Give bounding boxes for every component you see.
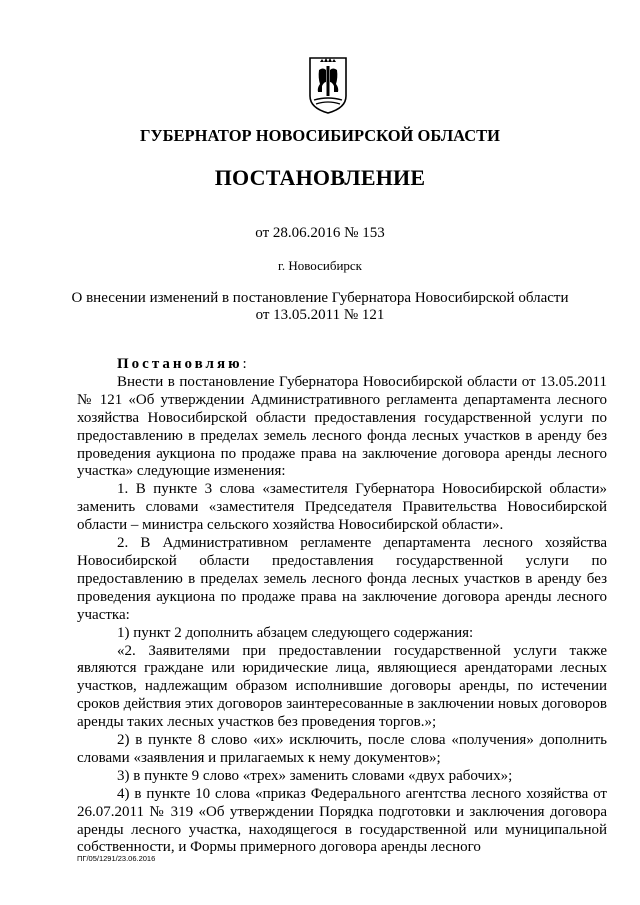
body-paragraph: Внести в постановление Губернатора Новосибирской области от 13.05.2011 № 121 «Об утверждении Административного регламента департамента лесного хозяйства Новосибирской области предоставления государственной услуги по предоставлению в пределах земель лесного фонда лесных участков в аренду без проведения аукциона по продаже права на заключение договора аренды лесного участка» следующие изменения: — [77, 373, 607, 480]
document-subject — [0, 290, 640, 324]
body-paragraph: 2. В Административном регламенте департамента лесного хозяйства Новосибирской области предоставления государственной услуги по предоставлению в пределах земель лесного фонда лесных участков в аренду без проведения аукциона по продаже права на заключение договора аренды лесного участка: — [77, 535, 607, 623]
body-paragraph: 2) в пункте 8 слово «их» исключить, после слова «получения» дополнить словами «заявления и прилагаемых к нему документов»; — [77, 732, 607, 766]
city-name: г. Новосибирск — [277, 258, 362, 273]
body-paragraph: 3) в пункте 9 слово «трех» заменить словами «двух рабочих»; — [117, 767, 513, 784]
body-paragraph: 1) пункт 2 дополнить абзацем следующего содержания: — [117, 624, 474, 641]
document-body — [77, 356, 607, 857]
footer-document-code: ПГ/05/1291/23.06.2016 — [77, 854, 156, 863]
document-type-title: ПОСТАНОВЛЕНИЕ — [214, 165, 426, 190]
coat-of-arms-emblem-icon — [308, 56, 348, 114]
decree-heading — [77, 356, 607, 374]
date-and-number: от 28.06.2016 № 153 — [255, 225, 385, 241]
subject-line-1: О внесении изменений в постановление Губернатора Новосибирской области — [71, 290, 569, 306]
subject-line-2: от 13.05.2011 № 121 — [255, 307, 385, 323]
body-paragraph: 1. В пункте 3 слова «заместителя Губернатора Новосибирской области» заменить словами «заместителя Председателя Правительства Новосибирской области – министра сельского хозяйства Новосибирской области». — [77, 481, 607, 534]
decree-word: Постановляю — [117, 356, 243, 372]
governor-title: ГУБЕРНАТОР НОВОСИБИРСКОЙ ОБЛАСТИ — [140, 126, 500, 145]
decree-colon: : — [242, 356, 247, 372]
body-paragraph: «2. Заявителями при предоставлении государственной услуги также являются граждане или юридические лица, являющиеся арендаторами лесных участков, надлежащим образом исполнившие договоры аренды, по истечении сроков действия этих договоров заинтересованные в заключении новых договоров аренды таких лесных участков без проведения торгов.»; — [77, 642, 607, 731]
body-paragraph: 4) в пункте 10 слова «приказ Федерального агентства лесного хозяйства от 26.07.2011 № 319 «Об утверждении Порядка подготовки и заключения договора аренды лесного участка, находящегося в государственной или муниципальной собственности, и Формы примерного договора аренды лесного — [77, 785, 607, 856]
